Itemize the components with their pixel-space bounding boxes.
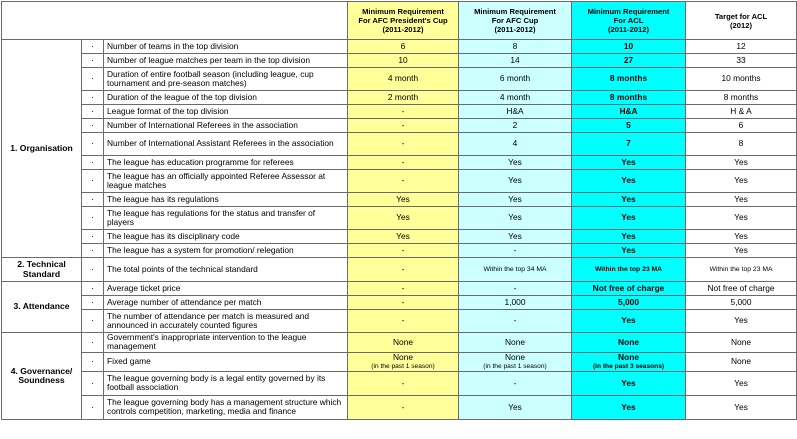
table-row [2,258,797,282]
value-text: 6 month [499,73,531,84]
value-presidents-cup [348,119,459,133]
table-row [2,105,797,119]
value-text: Yes [621,156,636,167]
value-presidents-cup [348,258,459,282]
value-text: Yes [508,175,522,186]
value-text: - [401,156,405,167]
value-note: (in the past 1 season) [371,362,435,370]
value-text: 7 [626,138,631,149]
value-text: None [393,336,414,347]
value-target-acl [686,371,797,395]
bullet-marker: · [82,68,104,91]
bullet-marker: · [82,244,104,258]
criterion-label: The league has regulations for the status and transfer of players [104,207,348,230]
value-text: 14 [510,54,520,65]
criterion-label: Number of teams in the top division [104,40,348,54]
value-acl [572,119,686,133]
table-row [2,296,797,310]
value-presidents-cup [348,170,459,193]
value-acl [572,133,686,156]
value-text: - [513,377,517,388]
value-text: - [513,315,517,326]
value-afc-cup [459,156,572,170]
value-presidents-cup [348,352,459,371]
value-text: - [513,244,517,255]
value-presidents-cup [348,133,459,156]
value-text: None [505,336,526,347]
value-target-acl [686,105,797,119]
value-text: 8 months [609,73,648,84]
value-text: 27 [623,54,634,65]
value-target-acl [686,193,797,207]
table-row [2,207,797,230]
value-afc-cup [459,395,572,419]
bullet-marker: · [82,170,104,193]
value-acl [572,68,686,91]
value-acl [572,282,686,296]
criterion-label: Number of International Assistant Referees in the association [104,133,348,156]
table-row [2,119,797,133]
header-target-acl: Target for ACL (2012) [686,2,797,40]
value-text: Yes [508,193,522,204]
value-text: Yes [621,175,636,186]
value-acl [572,371,686,395]
value-target-acl [686,170,797,193]
value-presidents-cup [348,54,459,68]
value-text: 12 [736,40,746,51]
value-afc-cup [459,119,572,133]
value-text: 10 [398,54,408,65]
value-acl [572,352,686,371]
value-text: 2 month [387,91,419,102]
value-acl [572,395,686,419]
value-acl [572,193,686,207]
table-row [2,54,797,68]
header-blank-cell [2,2,348,40]
value-text: Yes [621,377,636,388]
value-acl [572,258,686,282]
value-target-acl [686,91,797,105]
value-target-acl [686,119,797,133]
bullet-marker: · [82,395,104,419]
value-text: None [393,352,414,363]
bullet-marker: · [82,230,104,244]
value-presidents-cup [348,68,459,91]
value-text: - [401,244,405,255]
value-text: 10 months [721,73,761,84]
value-presidents-cup [348,105,459,119]
header-acl: Minimum Requirement For ACL (2011-2012) [572,2,686,40]
value-presidents-cup [348,244,459,258]
table-row [2,193,797,207]
value-target-acl [686,395,797,419]
value-text: - [401,315,405,326]
value-text: - [401,263,405,274]
bullet-marker: · [82,352,104,371]
value-text: None [618,352,639,363]
value-text: Yes [734,175,748,186]
value-acl [572,244,686,258]
criterion-label: The league has its disciplinary code [104,230,348,244]
value-text: - [401,119,405,130]
value-text: Yes [396,230,410,241]
value-presidents-cup [348,40,459,54]
value-text: Yes [734,244,748,255]
value-afc-cup [459,333,572,353]
value-presidents-cup [348,333,459,353]
value-text: - [401,105,405,116]
value-text: 5,000 [730,296,752,307]
criterion-label: The league governing body is a legal entity governed by its football association [104,371,348,395]
value-presidents-cup [348,296,459,310]
bullet-marker: · [82,133,104,156]
value-text: Yes [734,156,748,167]
value-afc-cup [459,244,572,258]
value-text: 6 [738,119,744,130]
value-presidents-cup [348,230,459,244]
value-text: Yes [508,401,522,412]
bullet-marker: · [82,207,104,230]
value-text: Within the top 23 MA [709,265,773,273]
value-text: 6 [400,40,406,51]
table-row [2,133,797,156]
criterion-label: Duration of the league of the top division [104,91,348,105]
value-text: 1,000 [504,296,526,307]
value-text: Within the top 34 MA [483,265,547,273]
bullet-marker: · [82,54,104,68]
value-text: None [618,336,639,347]
value-target-acl [686,244,797,258]
value-afc-cup [459,352,572,371]
criterion-label: The league has education programme for referees [104,156,348,170]
value-text: - [401,282,405,293]
bullet-marker: · [82,156,104,170]
criterion-label: Fixed game [104,352,348,371]
category-technical: 2. Technical Standard [2,258,82,282]
value-afc-cup [459,296,572,310]
category-organisation: 1. Organisation [2,40,82,258]
bullet-marker: · [82,40,104,54]
value-target-acl [686,333,797,353]
value-text: Yes [734,230,748,241]
criterion-label: Average ticket price [104,282,348,296]
value-text: Yes [734,315,748,326]
value-afc-cup [459,54,572,68]
criterion-label: Number of league matches per team in the top division [104,54,348,68]
value-text: Not free of charge [707,282,775,293]
value-text: 8 months [609,91,648,102]
value-afc-cup [459,310,572,333]
value-acl [572,91,686,105]
value-target-acl [686,133,797,156]
value-text: H&A [506,105,524,116]
value-text: 4 month [387,73,419,84]
value-acl [572,296,686,310]
requirements-table [1,1,797,420]
value-text: 5 [626,119,631,130]
bullet-marker: · [82,282,104,296]
header-afc-cup: Minimum Requirement For AFC Cup (2011-2012) [459,2,572,40]
value-text: Yes [508,230,522,241]
value-presidents-cup [348,91,459,105]
value-text: H&A [619,105,638,116]
header-presidents-cup: Minimum Requirement For AFC President's Cup (2011-2012) [348,2,459,40]
value-afc-cup [459,40,572,54]
bullet-marker: · [82,333,104,353]
value-note: (in the past 3 seasons) [592,362,665,370]
value-target-acl [686,310,797,333]
table-row [2,170,797,193]
value-text: Yes [621,401,636,412]
table-row [2,230,797,244]
value-afc-cup [459,258,572,282]
criterion-label: Average number of attendance per match [104,296,348,310]
value-text: Yes [734,193,748,204]
value-text: 8 [738,138,744,149]
table-row [2,371,797,395]
table-row [2,40,797,54]
table-row [2,91,797,105]
table-row [2,352,797,371]
value-text: 4 [512,138,518,149]
value-afc-cup [459,105,572,119]
value-afc-cup [459,230,572,244]
bullet-marker: · [82,105,104,119]
table-row [2,244,797,258]
bullet-marker: · [82,91,104,105]
value-text: 2 [512,119,518,130]
value-text: - [401,138,405,149]
value-text: Yes [508,212,522,223]
value-text: None [731,356,752,367]
value-text: Yes [734,377,748,388]
value-text: Yes [621,212,636,223]
value-text: 4 month [499,91,531,102]
value-note: (in the past 1 season) [483,362,547,370]
criterion-label: The league governing body has a management structure which controls competition, marketing, media and finance [104,395,348,419]
criterion-label: The league has an officially appointed Referee Assessor at league matches [104,170,348,193]
value-target-acl [686,68,797,91]
category-attendance: 3. Attendance [2,282,82,333]
table-row [2,333,797,353]
value-target-acl [686,352,797,371]
table-row [2,395,797,419]
value-text: - [401,401,405,412]
value-text: Yes [734,401,748,412]
value-presidents-cup [348,207,459,230]
value-presidents-cup [348,282,459,296]
bullet-marker: · [82,310,104,333]
bullet-marker: · [82,258,104,282]
value-acl [572,105,686,119]
value-presidents-cup [348,371,459,395]
value-text: Yes [734,212,748,223]
value-target-acl [686,230,797,244]
table-row [2,156,797,170]
value-acl [572,40,686,54]
value-text: None [731,336,752,347]
bullet-marker: · [82,193,104,207]
value-text: 33 [736,54,746,65]
value-target-acl [686,296,797,310]
value-target-acl [686,258,797,282]
criterion-label: League format of the top division [104,105,348,119]
criterion-label: The number of attendance per match is measured and announced in accurately counted figures [104,310,348,333]
value-text: - [401,175,405,186]
value-text: - [401,296,405,307]
value-text: Yes [621,193,636,204]
value-afc-cup [459,282,572,296]
value-presidents-cup [348,310,459,333]
value-acl [572,207,686,230]
value-target-acl [686,207,797,230]
value-afc-cup [459,170,572,193]
value-afc-cup [459,133,572,156]
bullet-marker: · [82,119,104,133]
value-text: None [505,352,526,363]
bullet-marker: · [82,371,104,395]
value-text: Not free of charge [592,282,665,293]
value-text: Yes [396,193,410,204]
value-text: 10 [623,40,634,51]
value-text: Yes [508,156,522,167]
value-target-acl [686,40,797,54]
value-text: 5,000 [618,296,639,307]
value-acl [572,54,686,68]
criterion-label: Duration of entire football season (including league, cup tournament and pre-season matches) [104,68,348,91]
value-text: Yes [621,244,636,255]
value-text: 8 [512,40,518,51]
value-afc-cup [459,68,572,91]
value-acl [572,230,686,244]
criterion-label: The league has a system for promotion/ relegation [104,244,348,258]
value-presidents-cup [348,395,459,419]
header-row [2,2,797,40]
table-row [2,310,797,333]
value-text: Yes [396,212,410,223]
value-acl [572,156,686,170]
criterion-label: Government's inappropriate intervention to the league management [104,333,348,353]
value-text: Yes [621,315,636,326]
value-text: 8 months [723,91,759,102]
value-target-acl [686,54,797,68]
value-text: Yes [621,230,636,241]
value-text: - [513,282,517,293]
value-afc-cup [459,91,572,105]
bullet-marker: · [82,296,104,310]
criterion-label: Number of International Referees in the association [104,119,348,133]
value-text: - [401,377,405,388]
criterion-label: The league has its regulations [104,193,348,207]
value-acl [572,170,686,193]
value-acl [572,310,686,333]
criterion-label: The total points of the technical standard [104,258,348,282]
value-afc-cup [459,193,572,207]
value-target-acl [686,282,797,296]
value-presidents-cup [348,193,459,207]
table-row [2,68,797,91]
value-afc-cup [459,371,572,395]
value-text: Within the top 23 MA [594,265,663,273]
table-row [2,282,797,296]
value-acl [572,333,686,353]
value-text: H & A [730,105,752,116]
category-governance: 4. Governance/ Soundness [2,333,82,420]
value-afc-cup [459,207,572,230]
value-presidents-cup [348,156,459,170]
value-target-acl [686,156,797,170]
